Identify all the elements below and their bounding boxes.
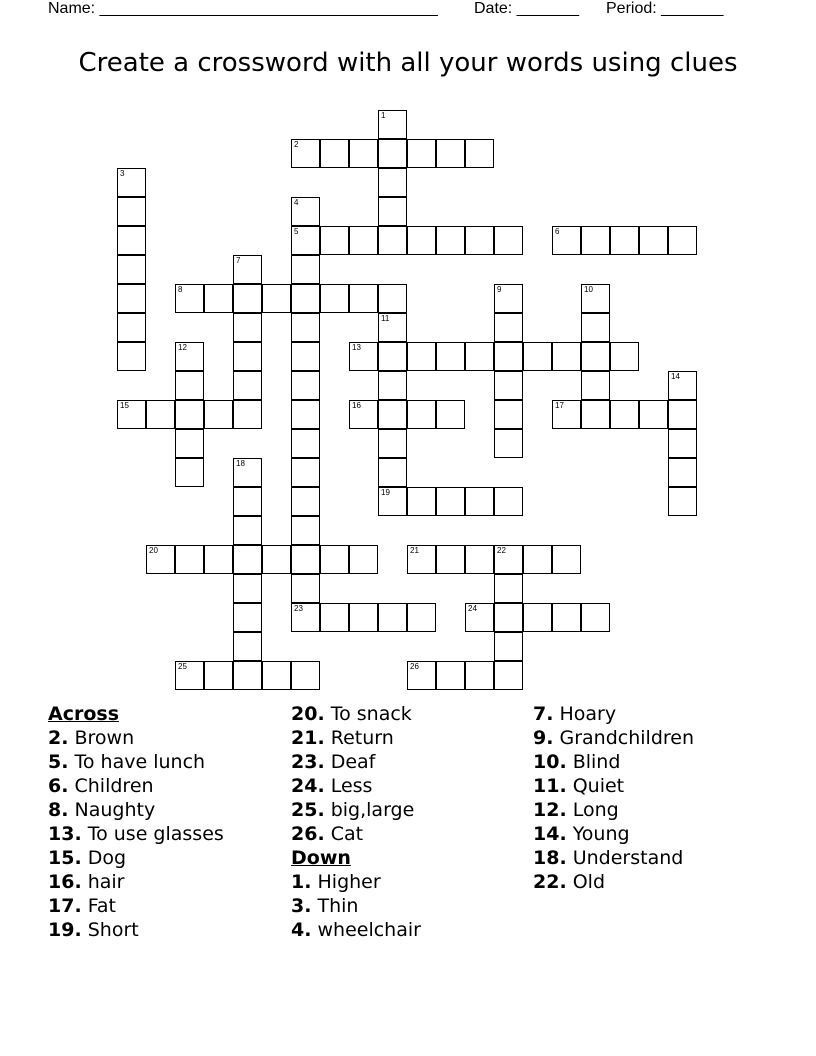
crossword-cell[interactable]	[349, 603, 378, 632]
crossword-cell[interactable]	[233, 342, 262, 371]
crossword-cell[interactable]	[117, 197, 146, 226]
crossword-cell[interactable]	[465, 139, 494, 168]
crossword-cell[interactable]	[291, 139, 320, 168]
crossword-cell[interactable]	[146, 400, 175, 429]
crossword-cell[interactable]	[117, 168, 146, 197]
crossword-cell[interactable]	[320, 284, 349, 313]
crossword-cell[interactable]	[610, 400, 639, 429]
crossword-cell[interactable]	[436, 487, 465, 516]
crossword-cell[interactable]	[320, 139, 349, 168]
crossword-cell[interactable]	[233, 458, 262, 487]
crossword-cell[interactable]	[407, 139, 436, 168]
crossword-cell[interactable]	[407, 545, 436, 574]
crossword-cell[interactable]	[349, 545, 378, 574]
crossword-cell[interactable]	[291, 603, 320, 632]
clue-across-20: 20. To snack	[291, 703, 412, 725]
clue-number: 22	[497, 546, 506, 555]
date-field[interactable]: Date: _______	[474, 0, 579, 17]
clue-across-2: 2. Brown	[48, 727, 135, 749]
clue-number: 17	[555, 401, 564, 410]
clue-down-1: 1. Higher	[291, 871, 381, 893]
crossword-cell[interactable]	[552, 342, 581, 371]
crossword-cell[interactable]	[204, 661, 233, 690]
crossword-cell[interactable]	[175, 458, 204, 487]
crossword-cell[interactable]	[494, 574, 523, 603]
crossword-cell[interactable]	[320, 226, 349, 255]
clue-number: 26	[410, 662, 419, 671]
crossword-cell[interactable]	[291, 458, 320, 487]
crossword-cell[interactable]	[262, 661, 291, 690]
crossword-cell[interactable]	[117, 226, 146, 255]
crossword-cell[interactable]	[291, 574, 320, 603]
crossword-cell[interactable]	[117, 342, 146, 371]
crossword-cell[interactable]	[291, 313, 320, 342]
crossword-cell[interactable]	[262, 284, 291, 313]
crossword-cell[interactable]	[465, 226, 494, 255]
name-field[interactable]: Name: ______________________________________	[48, 0, 438, 17]
crossword-cell[interactable]	[407, 226, 436, 255]
clue-number: 23	[294, 604, 303, 613]
clue-number: 4	[294, 198, 299, 207]
clue-across-19: 19. Short	[48, 919, 139, 941]
crossword-cell[interactable]	[581, 313, 610, 342]
crossword-cell[interactable]	[233, 255, 262, 284]
clue-number: 18	[236, 459, 245, 468]
crossword-cell[interactable]	[320, 603, 349, 632]
crossword-cell[interactable]	[436, 139, 465, 168]
crossword-cell[interactable]	[436, 226, 465, 255]
clue-number: 10	[584, 285, 593, 294]
clue-number: 11	[381, 314, 390, 323]
crossword-cell[interactable]	[291, 400, 320, 429]
clue-column-2	[291, 702, 531, 942]
crossword-cell[interactable]	[204, 284, 233, 313]
crossword-cell[interactable]	[552, 545, 581, 574]
crossword-cell[interactable]	[175, 342, 204, 371]
crossword-cell[interactable]	[494, 226, 523, 255]
clue-across-25: 25. big,large	[291, 799, 415, 821]
crossword-cell[interactable]	[668, 487, 697, 516]
crossword-cell[interactable]	[233, 313, 262, 342]
clue-number: 20	[149, 546, 158, 555]
clue-number: 21	[410, 546, 419, 555]
crossword-cell[interactable]	[494, 487, 523, 516]
crossword-cell[interactable]	[175, 284, 204, 313]
crossword-cell[interactable]	[233, 574, 262, 603]
crossword-cell[interactable]	[494, 632, 523, 661]
crossword-cell[interactable]	[581, 284, 610, 313]
crossword-cell[interactable]	[407, 487, 436, 516]
crossword-cell[interactable]	[465, 342, 494, 371]
crossword-cell[interactable]	[581, 400, 610, 429]
crossword-cell[interactable]	[378, 168, 407, 197]
clue-across-16: 16. hair	[48, 871, 125, 893]
crossword-cell[interactable]	[494, 400, 523, 429]
crossword-cell[interactable]	[552, 603, 581, 632]
clue-number: 7	[236, 256, 241, 265]
crossword-cell[interactable]	[378, 226, 407, 255]
clue-down-9: 9. Grandchildren	[533, 727, 695, 749]
crossword-cell[interactable]	[291, 429, 320, 458]
crossword-cell[interactable]	[291, 487, 320, 516]
crossword-cell[interactable]	[291, 255, 320, 284]
crossword-cell[interactable]	[378, 458, 407, 487]
crossword-cell[interactable]	[610, 342, 639, 371]
crossword-cell[interactable]	[117, 400, 146, 429]
crossword-cell[interactable]	[291, 545, 320, 574]
clue-across-15: 15. Dog	[48, 847, 127, 869]
clue-number: 13	[352, 343, 361, 352]
across-heading: Across	[48, 703, 120, 725]
clue-number: 25	[178, 662, 187, 671]
clue-number: 8	[178, 285, 183, 294]
clue-down-7: 7. Hoary	[533, 703, 617, 725]
crossword-cell[interactable]	[436, 342, 465, 371]
clue-across-6: 6. Children	[48, 775, 154, 797]
crossword-cell[interactable]	[465, 545, 494, 574]
crossword-cell[interactable]	[378, 400, 407, 429]
crossword-cell[interactable]	[378, 603, 407, 632]
crossword-cell[interactable]	[581, 342, 610, 371]
clue-across-5: 5. To have lunch	[48, 751, 206, 773]
crossword-cell[interactable]	[175, 429, 204, 458]
crossword-cell[interactable]	[291, 284, 320, 313]
clue-down-11: 11. Quiet	[533, 775, 625, 797]
clue-down-4: 4. wheelchair	[291, 919, 421, 941]
crossword-cell[interactable]	[291, 226, 320, 255]
crossword-cell[interactable]	[291, 342, 320, 371]
clue-across-23: 23. Deaf	[291, 751, 376, 773]
clue-number: 14	[671, 372, 680, 381]
crossword-cell[interactable]	[262, 545, 291, 574]
crossword-cell[interactable]	[494, 371, 523, 400]
crossword-cell[interactable]	[523, 545, 552, 574]
crossword-cell[interactable]	[175, 661, 204, 690]
page-title: Create a crossword with all your words using clues	[78, 48, 738, 78]
crossword-cell[interactable]	[407, 342, 436, 371]
crossword-cell[interactable]	[639, 226, 668, 255]
crossword-cell[interactable]	[175, 371, 204, 400]
crossword-cell[interactable]	[233, 545, 262, 574]
clue-number: 16	[352, 401, 361, 410]
crossword-cell[interactable]	[436, 661, 465, 690]
crossword-cell[interactable]	[233, 284, 262, 313]
crossword-cell[interactable]	[494, 661, 523, 690]
clue-number: 15	[120, 401, 129, 410]
clue-down-10: 10. Blind	[533, 751, 621, 773]
crossword-cell[interactable]	[291, 371, 320, 400]
crossword-cell[interactable]	[407, 661, 436, 690]
crossword-cell[interactable]	[436, 400, 465, 429]
crossword-cell[interactable]	[494, 284, 523, 313]
crossword-cell[interactable]	[291, 516, 320, 545]
crossword-cell[interactable]	[668, 226, 697, 255]
clue-number: 5	[294, 227, 299, 236]
crossword-cell[interactable]	[465, 603, 494, 632]
crossword-cell[interactable]	[233, 661, 262, 690]
crossword-cell[interactable]	[494, 545, 523, 574]
crossword-cell[interactable]	[523, 342, 552, 371]
crossword-cell[interactable]	[175, 400, 204, 429]
crossword-cell[interactable]	[378, 110, 407, 139]
crossword-cell[interactable]	[378, 371, 407, 400]
crossword-cell[interactable]	[378, 197, 407, 226]
crossword-cell[interactable]	[233, 632, 262, 661]
crossword-cell[interactable]	[668, 400, 697, 429]
crossword-cell[interactable]	[349, 139, 378, 168]
crossword-cell[interactable]	[320, 545, 349, 574]
period-field[interactable]: Period: _______	[606, 0, 724, 17]
down-heading: Down	[291, 847, 351, 869]
crossword-cell[interactable]	[610, 226, 639, 255]
crossword-cell[interactable]	[349, 226, 378, 255]
crossword-cell[interactable]	[668, 458, 697, 487]
crossword-cell[interactable]	[146, 545, 175, 574]
clue-across-26: 26. Cat	[291, 823, 364, 845]
crossword-cell[interactable]	[581, 226, 610, 255]
clue-number: 9	[497, 285, 502, 294]
clue-across-8: 8. Naughty	[48, 799, 156, 821]
clue-number: 12	[178, 343, 187, 352]
crossword-cell[interactable]	[204, 400, 233, 429]
crossword-cell[interactable]	[233, 400, 262, 429]
crossword-cell[interactable]	[378, 342, 407, 371]
crossword-cell[interactable]	[552, 400, 581, 429]
crossword-cell[interactable]	[581, 371, 610, 400]
clue-number: 19	[381, 488, 390, 497]
clue-number: 6	[555, 227, 560, 236]
crossword-cell[interactable]	[523, 603, 552, 632]
crossword-cell[interactable]	[233, 371, 262, 400]
crossword-cell[interactable]	[204, 545, 233, 574]
clue-column-3	[533, 702, 773, 894]
crossword-cell[interactable]	[378, 487, 407, 516]
crossword-cell[interactable]	[494, 429, 523, 458]
crossword-cell[interactable]	[378, 139, 407, 168]
crossword-cell[interactable]	[349, 400, 378, 429]
clue-across-24: 24. Less	[291, 775, 373, 797]
clue-across-17: 17. Fat	[48, 895, 116, 917]
crossword-cell[interactable]	[117, 284, 146, 313]
clue-number: 2	[294, 140, 299, 149]
crossword-cell[interactable]	[552, 226, 581, 255]
crossword-cell[interactable]	[465, 487, 494, 516]
crossword-cell[interactable]	[233, 516, 262, 545]
clue-down-22: 22. Old	[533, 871, 606, 893]
crossword-cell[interactable]	[175, 545, 204, 574]
clue-across-21: 21. Return	[291, 727, 394, 749]
crossword-cell[interactable]	[436, 545, 465, 574]
crossword-cell[interactable]	[494, 342, 523, 371]
crossword-cell[interactable]	[465, 661, 494, 690]
crossword-cell[interactable]	[639, 400, 668, 429]
crossword-cell[interactable]	[581, 603, 610, 632]
crossword-cell[interactable]	[349, 284, 378, 313]
clue-number: 3	[120, 169, 125, 178]
crossword-cell[interactable]	[668, 371, 697, 400]
clue-number: 24	[468, 604, 477, 613]
crossword-cell[interactable]	[494, 603, 523, 632]
crossword-cell[interactable]	[233, 487, 262, 516]
crossword-cell[interactable]	[668, 429, 697, 458]
crossword-cell[interactable]	[233, 603, 262, 632]
clue-down-3: 3. Thin	[291, 895, 359, 917]
crossword-cell[interactable]	[291, 197, 320, 226]
crossword-cell[interactable]	[378, 313, 407, 342]
clue-down-14: 14. Young	[533, 823, 630, 845]
clue-column-1	[48, 702, 288, 942]
crossword-cell[interactable]	[494, 313, 523, 342]
clue-number: 1	[381, 111, 386, 120]
crossword-cell[interactable]	[117, 313, 146, 342]
crossword-cell[interactable]	[407, 400, 436, 429]
clue-down-12: 12. Long	[533, 799, 619, 821]
crossword-cell[interactable]	[378, 284, 407, 313]
clue-across-13: 13. To use glasses	[48, 823, 224, 845]
crossword-cell[interactable]	[378, 429, 407, 458]
crossword-cell[interactable]	[117, 255, 146, 284]
crossword-cell[interactable]	[349, 342, 378, 371]
clue-down-18: 18. Understand	[533, 847, 684, 869]
crossword-cell[interactable]	[407, 603, 436, 632]
crossword-cell[interactable]	[291, 661, 320, 690]
